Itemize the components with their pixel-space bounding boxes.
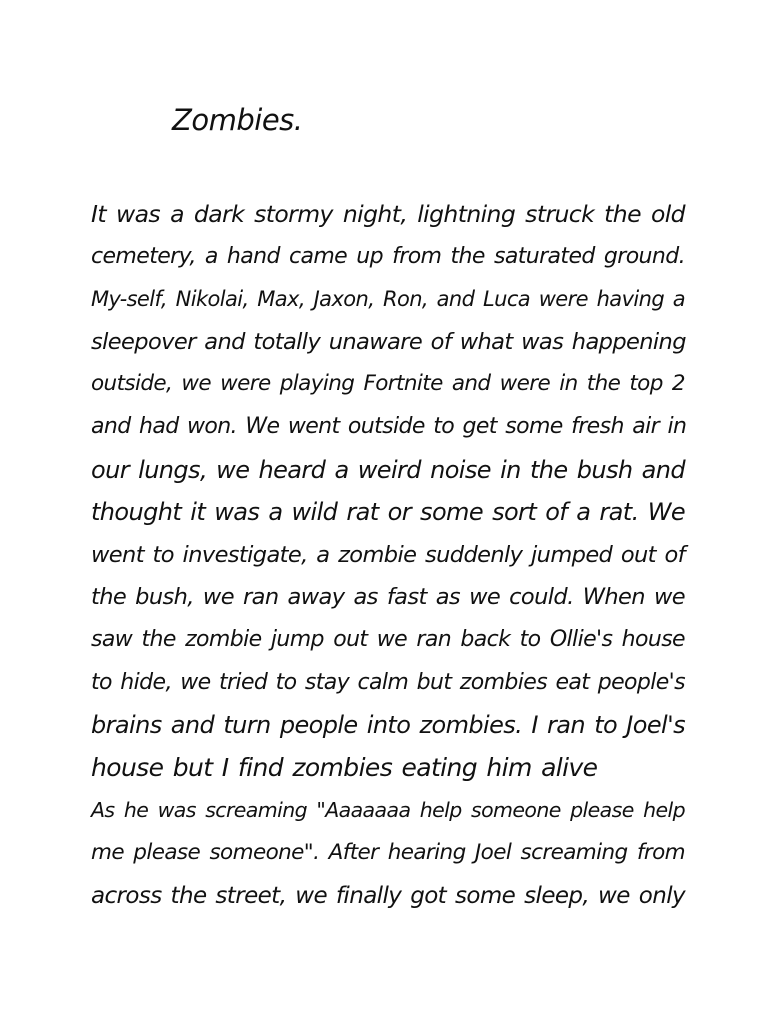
story-line: our lungs, we heard a weird noise in the bush and (91, 455, 685, 484)
story-line: thought it was a wild rat or some sort of a rat. We (91, 498, 685, 527)
document-title: Zombies. (172, 103, 303, 137)
story-line: saw the zombie jump out we ran back to Ollie's house (91, 626, 685, 652)
story-line: house but I find zombies eating him alive (91, 752, 598, 782)
story-line: went to investigate, a zombie suddenly jumped out of (91, 541, 685, 568)
story-line: the bush, we ran away as fast as we could. When we (91, 584, 685, 611)
story-line: cemetery, a hand came up from the saturated ground. (91, 243, 685, 269)
story-line: As he was screaming "Aaaaaaa help someone please help (91, 798, 685, 823)
story-line: and had won. We went outside to get some fresh air in (91, 413, 687, 439)
story-line: me please someone". After hearing Joel screaming from (91, 839, 685, 865)
story-line: outside, we were playing Fortnite and were in the top 2 (91, 371, 685, 397)
story-line: brains and turn people into zombies. I ran to Joel's (91, 711, 685, 740)
story-line: across the street, we finally got some sleep, we only (91, 882, 685, 909)
story-text (91, 193, 685, 917)
story-line: sleepover and totally unaware of what was happening (91, 328, 686, 355)
story-line: My-self, Nikolai, Max, Jaxon, Ron, and Luca were having a (91, 287, 685, 312)
story-line: to hide, we tried to stay calm but zombies eat people's (91, 669, 685, 695)
story-line: It was a dark stormy night, lightning struck the old (91, 200, 685, 228)
